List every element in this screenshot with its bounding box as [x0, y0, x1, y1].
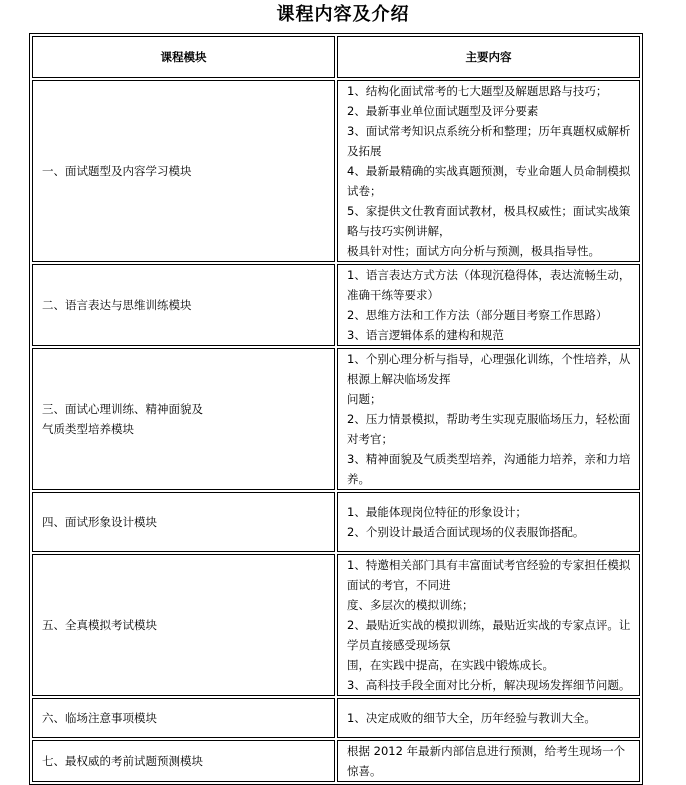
module-line: 七、最权威的考前试题预测模块	[42, 754, 203, 768]
content-line: 1、决定成败的细节大全，历年经验与教训大全。	[347, 711, 596, 725]
header-module: 课程模块	[32, 36, 335, 78]
module-line: 一、面试题型及内容学习模块	[42, 164, 192, 178]
content-line: 围，在实践中提高，在实践中锻炼成长。	[347, 658, 554, 672]
module-cell	[32, 264, 335, 346]
content-line: 1、结构化面试常考的七大题型及解题思路与技巧；	[347, 84, 608, 98]
header-content: 主要内容	[337, 36, 640, 78]
content-cell	[337, 348, 640, 490]
module-line: 二、语言表达与思维训练模块	[42, 298, 192, 312]
content-line: 2、最贴近实战的模拟训练，最贴近实战的专家点评。让学员直接感受现场氛	[347, 618, 631, 652]
content-line: 5、家提供文仕教育面试教材，极具权威性；面试实战策略与技巧实例讲解，	[347, 204, 631, 238]
module-cell	[32, 348, 335, 490]
content-cell	[337, 264, 640, 346]
content-line: 3、精神面貌及气质类型培养，沟通能力培养，亲和力培养。	[347, 452, 631, 486]
content-line: 3、语言逻辑体系的建构和规范	[347, 328, 504, 342]
content-line: 2、最新事业单位面试题型及评分要素	[347, 104, 539, 118]
content-line: 2、压力情景模拟，帮助考生实现克服临场压力，轻松面对考官；	[347, 412, 631, 446]
table-header-row	[32, 36, 640, 78]
module-cell	[32, 492, 335, 552]
content-cell	[337, 492, 640, 552]
module-line: 六、临场注意事项模块	[42, 711, 157, 725]
content-line: 3、高科技手段全面对比分析，解决现场发挥细节问题。	[347, 678, 631, 692]
content-cell	[337, 740, 640, 782]
content-line: 1、特邀相关部门具有丰富面试考官经验的专家担任模拟面试的考官，不同进	[347, 558, 631, 592]
module-line: 气质类型培养模块	[42, 422, 134, 436]
table-row	[32, 698, 640, 738]
content-cell	[337, 554, 640, 696]
table-row	[32, 348, 640, 490]
table-row	[32, 492, 640, 552]
module-cell	[32, 80, 335, 262]
content-line: 极具针对性；面试方向分析与预测，极具指导性。	[347, 244, 600, 258]
content-line: 1、个别心理分析与指导，心理强化训练，个性培养，从根源上解决临场发挥	[347, 352, 631, 386]
content-line: 2、个别设计最适合面试现场的仪表服饰搭配。	[347, 525, 585, 539]
content-line: 1、最能体现岗位特征的形象设计；	[347, 505, 527, 519]
content-line: 根据 2012 年最新内部信息进行预测，给考生现场一个惊喜。	[347, 744, 626, 778]
module-line: 五、全真模拟考试模块	[42, 618, 157, 632]
module-cell	[32, 698, 335, 738]
content-line: 3、面试常考知识点系统分析和整理；历年真题权威解析及拓展	[347, 124, 631, 158]
module-line: 四、面试形象设计模块	[42, 515, 157, 529]
content-cell	[337, 80, 640, 262]
module-cell	[32, 554, 335, 696]
content-line: 2、思维方法和工作方法（部分题目考察工作思路）	[347, 308, 608, 322]
page-title: 课程内容及介绍	[276, 4, 410, 25]
table-row	[32, 554, 640, 696]
content-line: 度、多层次的模拟训练；	[347, 598, 474, 612]
content-cell	[337, 698, 640, 738]
content-line: 问题；	[347, 392, 382, 406]
content-line: 1、语言表达方式方法（体现沉稳得体，表达流畅生动，准确干练等要求）	[347, 268, 631, 302]
module-line: 三、面试心理训练、精神面貌及	[42, 402, 203, 416]
course-table	[29, 33, 643, 785]
table-row	[32, 264, 640, 346]
table-row	[32, 80, 640, 262]
content-line: 4、最新最精确的实战真题预测，专业命题人员命制模拟试卷；	[347, 164, 631, 198]
table-row	[32, 740, 640, 782]
module-cell	[32, 740, 335, 782]
